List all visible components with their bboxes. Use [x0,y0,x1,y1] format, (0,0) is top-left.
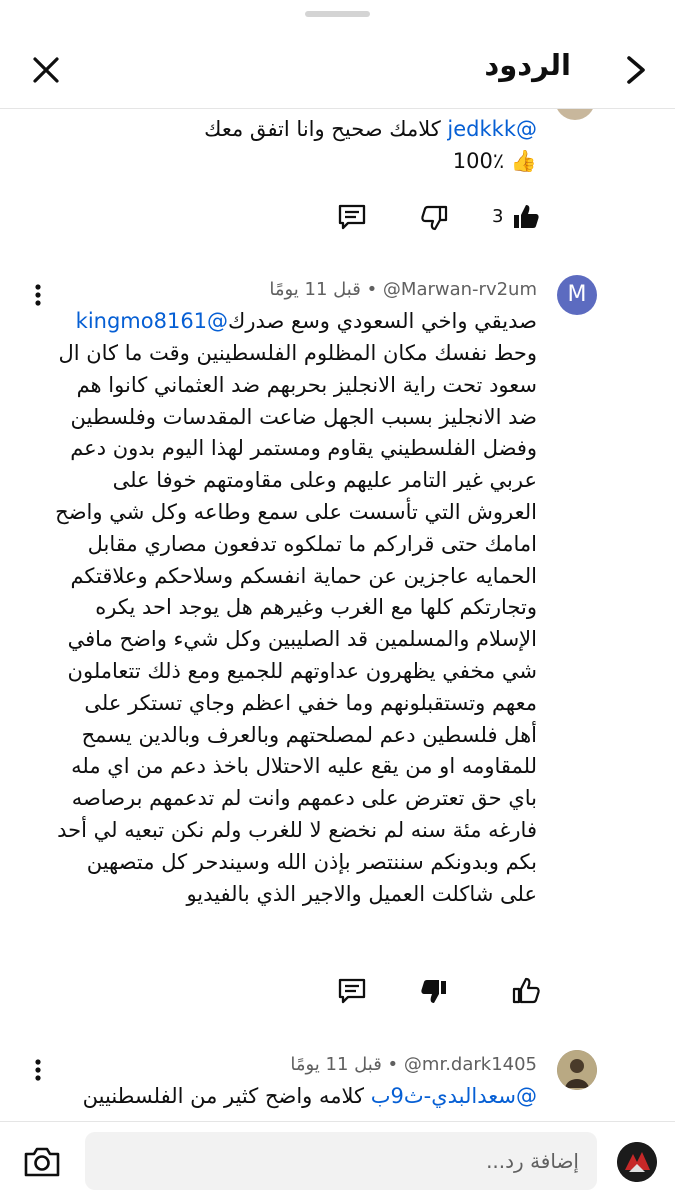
reply-button[interactable] [334,973,370,1009]
avatar-image [617,1142,657,1182]
avatar[interactable]: M [557,275,597,315]
reply-composer [0,1121,675,1201]
reply-body: وحط نفسك مكان المظلوم الفلسطينين وقت ما كان ال سعود تحت راية الانجليز بحربهم ضد العثماني كانوا هم ضد الانجليز بسبب الجهل ضاعت المقدسات وفلسطين وفضل الفلسطيني يقاوم ومستمر لهذا اليوم بدون دعم عربي غير التامر عليهم وعلى مقاومتهم خوفا على العروش التي تأسست على سمع وطاعه وكل شي واضح امامك حتى قراركم ما تملكوه تدفعون مصاري مقابل الحمايه عاجزين عن حماية انفسكم وسلاحكم وعلاقتكم وتجارتكم كلها مع الغرب وغيرهم هل يوجد احد يكره الإسلام والمسلمين قد الصليبين وكل شيء واضح مافي شي مخفي يظهرون عداوتهم للجميع ومع ذلك تتعاملون معهم وتستقبلونهم وما خفي اعظم وجاي تستكر على أهل فلسطين دعم لمصلحتهم وبالعرف وبالدين يسمح للمقاومه او من يقع عليه الاحتلال باخذ دعم من اي مله باي حق تعترض على دعمهم وانت لم تدعمهم برصاصه فارغه مئة سنه لم نخضع لا للغرب ولم نكن تبعيه لي أحد بكم وبدونكم سننتصر بإذن الله وسيندحر كل متصهين على شاكلت العميل والاجير الذي بالفيديو [55,341,537,906]
dislike-button[interactable] [416,973,452,1009]
header [0,28,675,109]
close-button[interactable] [28,52,64,88]
mention-link[interactable]: @kingmo8161 [75,309,229,333]
reply-button[interactable] [334,199,370,235]
dislike-icon [416,199,452,235]
camera-button[interactable] [22,1142,62,1182]
reply-text-line2: 👍 100٪ [452,149,537,173]
reply-actions [0,199,675,239]
reply-text: صديقي واخي السعودي وسع صدرك@kingmo8161 [75,309,537,333]
camera-icon [22,1142,62,1182]
reply-meta: @Marwan-rv2um • قبل 11 يومًا [269,279,537,300]
like-icon [508,199,544,235]
replies-list[interactable] [0,109,675,1121]
reply-text: @سعدالبدي-ث9ب كلامه واضح كثير من الفلسطنيين [82,1084,537,1108]
like-button[interactable] [508,199,544,235]
reply-input[interactable] [85,1132,597,1190]
like-button[interactable] [508,973,544,1009]
close-icon [28,52,64,88]
reply-item [0,1044,675,1121]
reply-item [0,109,675,259]
author-name[interactable]: @Marwan-rv2um [382,279,537,300]
timestamp[interactable]: قبل 11 يومًا [290,1054,382,1075]
user-avatar[interactable] [617,1142,657,1182]
comment-icon [334,199,370,235]
avatar-image [557,1050,597,1090]
page-title: الردود [484,48,571,82]
reply-text: @jedkkk كلامك صحيح وانا اتفق معك [204,117,537,141]
reply-actions [0,973,675,1013]
author-name[interactable]: @mr.dark1405 [403,1054,537,1075]
timestamp[interactable]: قبل 11 يومًا [269,279,361,300]
reply-meta: @mr.dark1405 • قبل 11 يومًا [290,1054,537,1075]
avatar[interactable] [555,109,595,120]
drag-handle[interactable] [305,11,370,17]
mention-link[interactable]: @سعدالبدي-ث9ب [370,1084,537,1108]
back-arrow-icon [617,50,653,90]
avatar[interactable] [557,1050,597,1090]
back-button[interactable] [617,50,653,90]
reply-item [0,269,675,1029]
mention-link[interactable]: @jedkkk [447,117,537,141]
dislike-icon [416,973,452,1009]
like-count: 3 [492,206,504,227]
comment-icon [334,973,370,1009]
like-icon [508,973,544,1009]
dislike-button[interactable] [416,199,452,235]
